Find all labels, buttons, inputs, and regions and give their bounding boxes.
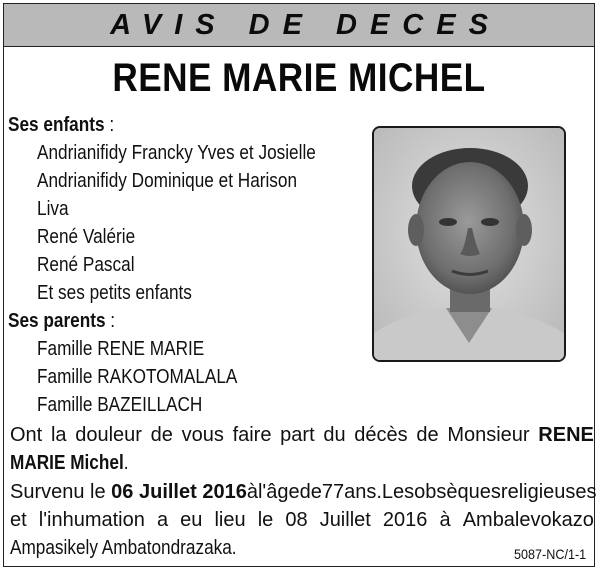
word: décès [354, 424, 408, 446]
children-colon: : [104, 114, 115, 136]
word: Les [381, 481, 415, 503]
child-item: Et ses petits enfants [37, 282, 192, 304]
child-item: Andrianifidy Francky Yves et Josielle [37, 142, 316, 164]
child-item: René Pascal [37, 254, 135, 276]
details-line-1 [10, 481, 597, 504]
word: de [299, 481, 322, 503]
word: Monsieur [447, 424, 530, 446]
word: 08 [285, 509, 308, 531]
announcement-line-2 [10, 452, 129, 475]
word: Ont [10, 424, 43, 446]
death-notice [3, 3, 595, 567]
deceased-name: RENE MARIE MICHEL [112, 56, 486, 100]
word: faire [232, 424, 272, 446]
word: le [257, 509, 274, 531]
word: à [439, 509, 451, 531]
word: a [156, 509, 169, 531]
details-line-3: Ampasikely Ambatondrazaka. [10, 537, 237, 559]
death-date: 06 Juillet 2016 [111, 481, 247, 503]
word: de [416, 424, 439, 446]
word: l'inhumation [38, 509, 145, 531]
details-line-2 [10, 509, 594, 532]
child-item: René Valérie [37, 226, 136, 248]
word: Juillet [319, 509, 371, 531]
word: vous [181, 424, 224, 446]
word: religieuses [500, 481, 597, 503]
word: lieu [214, 509, 246, 531]
word: et [10, 509, 27, 531]
announcement-line-1 [10, 424, 594, 447]
parent-item: Famille RAKOTOMALALA [37, 366, 238, 388]
children-heading: Ses enfants [8, 114, 105, 136]
word: 77ans. [321, 481, 382, 503]
word: Ambalevokazo [462, 509, 594, 531]
children-heading-line [8, 114, 114, 137]
notice-title: AVIS DE DECES [110, 8, 501, 41]
portrait-photo [372, 126, 566, 362]
details-prefix [10, 481, 247, 504]
word: douleur [75, 424, 142, 446]
word: l'âge [257, 481, 300, 503]
deceased-name-bold-2: MARIE Michel [10, 452, 124, 474]
header-band [4, 4, 594, 47]
word: la [50, 424, 67, 446]
child-item: Liva [37, 198, 69, 220]
word: eu [180, 509, 203, 531]
survenu-text: Survenu le [10, 481, 112, 503]
child-item: Andrianifidy Dominique et Harison [37, 170, 298, 192]
word: 2016 [382, 509, 428, 531]
deceased-name-bold: RENE [538, 424, 594, 446]
period: . [123, 452, 129, 474]
word: de [150, 424, 173, 446]
reference-code: 5087-NC/1-1 [513, 546, 586, 562]
parent-item: Famille BAZEILLACH [37, 394, 203, 416]
word: part [280, 424, 315, 446]
portrait-photo-icon [374, 128, 564, 360]
parents-heading: Ses parents [8, 310, 106, 332]
word: du [323, 424, 346, 446]
word: obsèques [414, 481, 501, 503]
parents-colon: : [105, 310, 116, 332]
parent-item: Famille RENE MARIE [37, 338, 205, 360]
parents-heading-line [8, 310, 115, 333]
word: à [246, 481, 258, 503]
